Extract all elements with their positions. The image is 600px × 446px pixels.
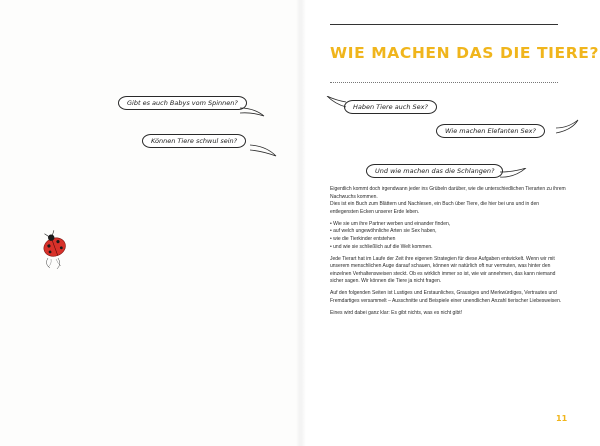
bullet-list (330, 221, 566, 251)
speech-bubble-elephants (436, 124, 545, 138)
bubble-tail (500, 168, 528, 182)
closing-paragraph: Eines wird dabei ganz klar: Es gibt nichts, was es nicht gibt! (330, 309, 463, 316)
speech-bubble-gay-animals (142, 134, 246, 148)
ladybug-icon (36, 228, 74, 272)
page-title: WIE MACHEN DAS DIE TIERE? (330, 44, 600, 62)
bubble-tail (325, 96, 347, 110)
dotted-rule (330, 82, 558, 83)
page-number: 11 (556, 414, 568, 423)
bubble-text: Wie machen Elefanten Sex? (445, 127, 536, 135)
intro-paragraph (330, 186, 566, 216)
strategy-paragraph: Jede Tierart hat im Laufe der Zeit ihre eigenen Strategien für diese Aufgaben entwickelt. Wenn wir mit unserem menschlichen Auge darauf schauen, können wir natürlich oft nur vermuten, was hinter den einzelnen Verhaltensweisen steckt. Ob es wirklich immer so ist, wie wir annehmen, das kann niemand sicher sagen. Wir können die Tiere ja nicht fragen. (330, 255, 556, 285)
intro-line: Dies ist ein Buch zum Blättern und Nachlesen, ein Buch über Tiere, die hier bei uns und in den entlegensten Ecken unserer Erde leben. (330, 201, 540, 215)
bubble-text: Können Tiere schwul sein? (151, 137, 238, 145)
speech-bubble-spider-babies (118, 96, 247, 110)
list-item: • wie die Tierkinder entstehen (330, 236, 566, 244)
list-item: • und wie sie schließlich auf die Welt kommen. (330, 244, 566, 252)
bubble-text: Haben Tiere auch Sex? (353, 103, 428, 111)
speech-bubble-animals-sex (344, 100, 437, 114)
top-rule (330, 24, 558, 25)
bubble-tail (250, 142, 278, 158)
bubble-text: Gibt es auch Babys vom Spinnen? (127, 99, 238, 107)
list-item: • auf welch ungewöhnliche Arten sie Sex haben, (330, 228, 566, 236)
contents-paragraph: Auf den folgenden Seiten ist Lustiges und Erstaunliches, Grausiges und Merkwürdiges, Vertrautes und Fremdartiges versammelt – Ausschnitte und Beispiele einer unendlichen Anzahl tierischer Liebesweisen. (330, 290, 562, 304)
intro-line: Eigentlich kommt doch irgendwann jeder ins Grübeln darüber, wie die unterschiedlichen Tierarten zu ihrem Nachwuchs kommen. (330, 186, 566, 200)
bubble-tail (556, 118, 580, 134)
gutter (296, 0, 306, 446)
speech-bubble-snakes (366, 164, 503, 178)
body-text (330, 186, 566, 322)
bubble-tail (240, 104, 266, 118)
list-item: • Wie sie um ihre Partner werben und einander finden, (330, 221, 566, 229)
bubble-text: Und wie machen das die Schlangen? (375, 167, 495, 175)
